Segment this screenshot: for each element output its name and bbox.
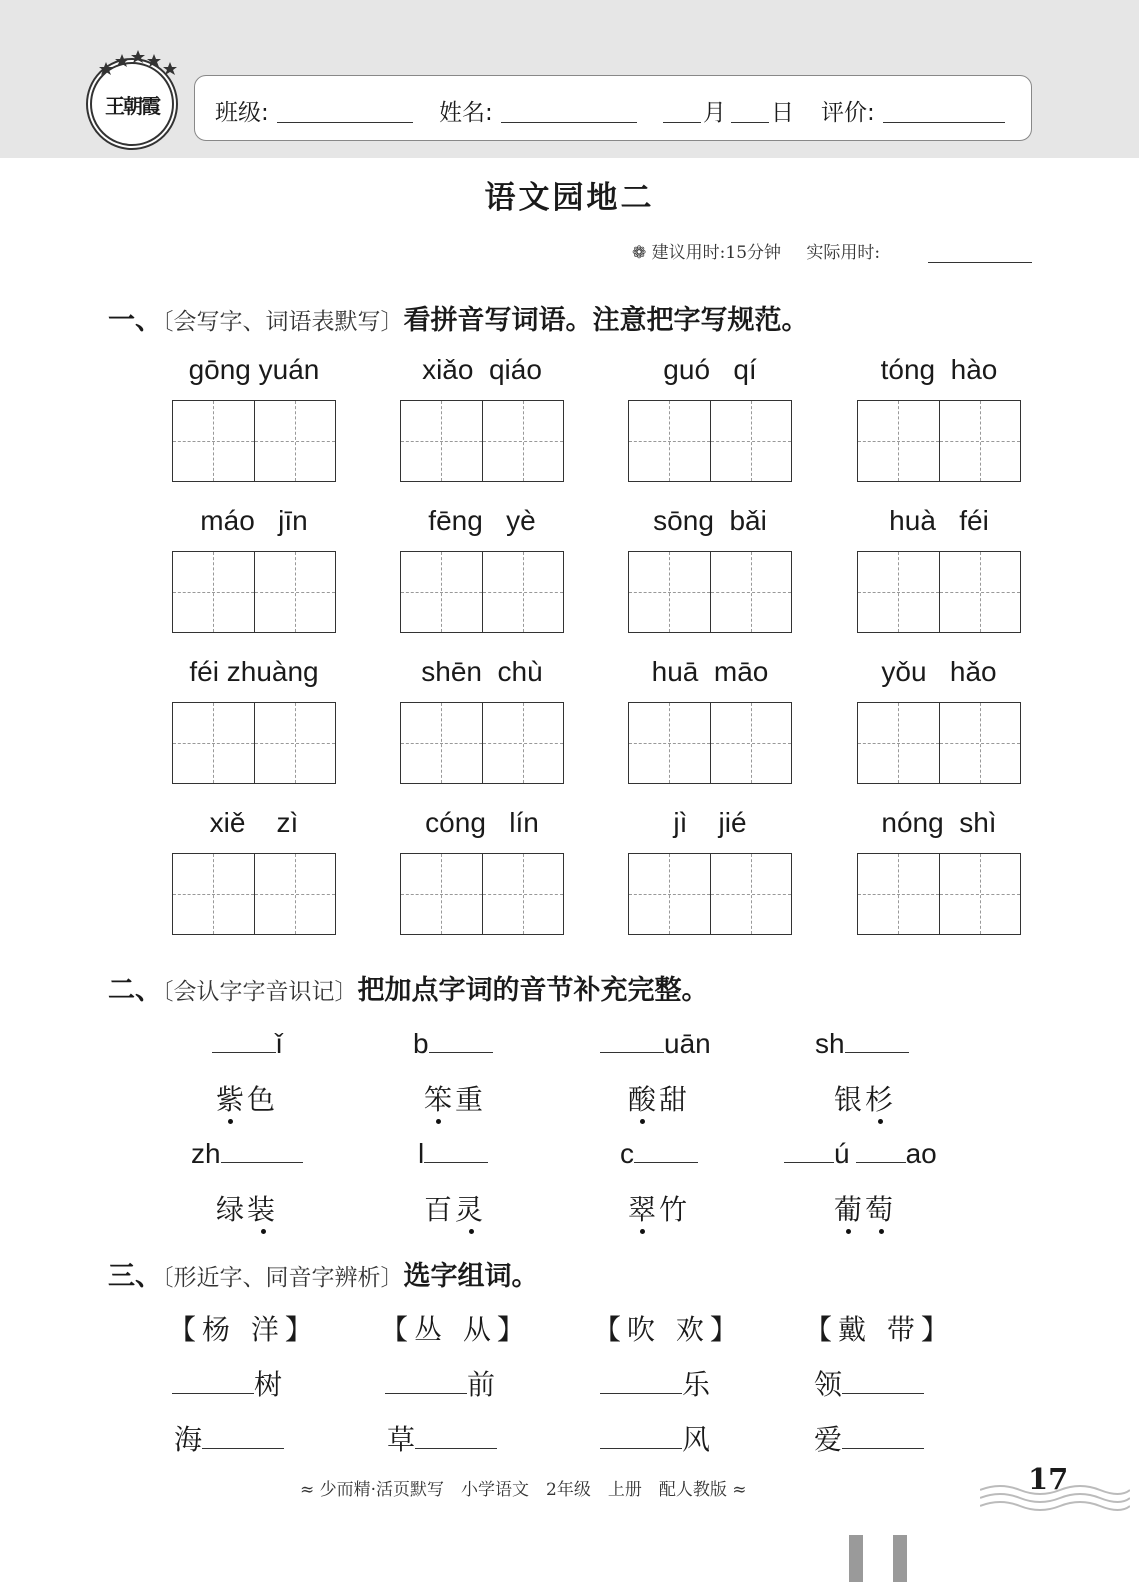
- writing-grid[interactable]: [400, 853, 564, 935]
- grid-cell[interactable]: [939, 703, 1021, 783]
- compound-blank-4b[interactable]: 爱: [814, 1418, 924, 1458]
- writing-grid[interactable]: [628, 551, 792, 633]
- writing-grid[interactable]: [857, 551, 1021, 633]
- grade-label: 评价:: [821, 100, 875, 126]
- writing-grid[interactable]: [172, 853, 336, 935]
- binding-tab: [849, 1535, 863, 1582]
- grid-cell[interactable]: [401, 703, 482, 783]
- grade-field[interactable]: [883, 122, 1005, 123]
- grid-cell[interactable]: [629, 703, 710, 783]
- section2-tag: 〔会认字字音识记〕: [162, 979, 358, 1005]
- compound-blank-3a[interactable]: 乐: [600, 1363, 710, 1403]
- pinyin-label: cóng lín: [425, 807, 539, 838]
- emphasis-dot: [640, 1229, 645, 1234]
- month-field[interactable]: [663, 122, 701, 123]
- pinyin-fill-7[interactable]: c: [620, 1136, 698, 1170]
- grid-cell[interactable]: [401, 401, 482, 481]
- pinyin-fill-6[interactable]: l: [418, 1136, 488, 1170]
- publisher-logo: [86, 58, 178, 150]
- grid-cell[interactable]: [482, 854, 564, 934]
- grid-cell[interactable]: [254, 552, 336, 632]
- pinyin-fill-8[interactable]: ú ao: [784, 1136, 937, 1170]
- pinyin-label: gōng yuán: [188, 354, 320, 385]
- grid-cell[interactable]: [858, 552, 939, 632]
- pinyin-fill-3[interactable]: uān: [600, 1026, 711, 1060]
- pinyin-label: xiě zì: [209, 807, 299, 838]
- char-options-4: 【戴 带】: [804, 1313, 955, 1346]
- section1-tag: 〔会写字、词语表默写〕: [162, 309, 404, 335]
- pinyin-label: guó qí: [663, 354, 757, 385]
- emphasis-dot: [228, 1119, 233, 1124]
- emphasis-dot: [640, 1119, 645, 1124]
- section3-instruction: 选字组词。: [403, 1261, 539, 1292]
- class-label: 班级:: [215, 100, 269, 126]
- pinyin-fill-2[interactable]: b: [413, 1026, 493, 1060]
- grid-cell[interactable]: [401, 552, 482, 632]
- compound-blank-2a[interactable]: 前: [385, 1363, 495, 1403]
- compound-blank-3b[interactable]: 风: [600, 1418, 710, 1458]
- grid-cell[interactable]: [173, 552, 254, 632]
- grid-cell[interactable]: [482, 401, 564, 481]
- pinyin-fill-1[interactable]: ǐ: [212, 1026, 282, 1060]
- writing-grid[interactable]: [400, 702, 564, 784]
- emphasis-dot: [878, 1119, 883, 1124]
- char-options-2: 【丛 从】: [380, 1313, 531, 1346]
- grid-cell[interactable]: [629, 552, 710, 632]
- pinyin-label: fēng yè: [428, 505, 536, 536]
- grid-cell[interactable]: [482, 552, 564, 632]
- pinyin-fill-4[interactable]: sh: [815, 1026, 909, 1060]
- dotted-word-8: 葡萄: [834, 1193, 897, 1226]
- timer-info: [632, 238, 880, 263]
- dotted-word-4: 银杉: [834, 1083, 897, 1116]
- section1-heading: 一、〔会写字、词语表默写〕看拼音写词语。注意把字写规范。: [108, 305, 809, 336]
- pinyin-fill-5[interactable]: zh: [191, 1136, 303, 1170]
- writing-grid[interactable]: [628, 400, 792, 482]
- grid-cell[interactable]: [858, 854, 939, 934]
- writing-grid[interactable]: [857, 702, 1021, 784]
- class-field[interactable]: [277, 122, 413, 123]
- writing-grid[interactable]: [172, 400, 336, 482]
- binding-tab: [893, 1535, 907, 1582]
- writing-grid[interactable]: [400, 551, 564, 633]
- name-field[interactable]: [501, 122, 637, 123]
- dotted-word-6: 百灵: [424, 1193, 487, 1226]
- day-field[interactable]: [731, 122, 769, 123]
- pinyin-label: huà féi: [889, 505, 989, 536]
- emphasis-dot: [469, 1229, 474, 1234]
- grid-cell[interactable]: [710, 552, 792, 632]
- dotted-word-3: 酸甜: [628, 1083, 691, 1116]
- month-label: 月: [703, 100, 726, 126]
- emphasis-dot: [846, 1229, 851, 1234]
- suggested-time: 建议用时:15分钟: [651, 243, 782, 263]
- compound-blank-4a[interactable]: 领: [814, 1363, 924, 1403]
- student-info-box: [194, 75, 1032, 141]
- grid-cell[interactable]: [629, 401, 710, 481]
- logo-text: 王朝霞: [105, 93, 159, 118]
- dotted-word-2: 笨重: [424, 1083, 487, 1116]
- grid-cell[interactable]: [173, 401, 254, 481]
- grid-cell[interactable]: [629, 854, 710, 934]
- grid-cell[interactable]: [401, 854, 482, 934]
- compound-blank-1a[interactable]: 树: [172, 1363, 282, 1403]
- star-icon: [86, 48, 190, 78]
- grid-cell[interactable]: [939, 854, 1021, 934]
- writing-grid[interactable]: [857, 400, 1021, 482]
- actual-time-field[interactable]: [928, 262, 1032, 263]
- writing-grid[interactable]: [628, 853, 792, 935]
- dotted-word-7: 翠竹: [628, 1193, 691, 1226]
- writing-grid[interactable]: [172, 551, 336, 633]
- writing-grid[interactable]: [628, 702, 792, 784]
- char-options-1: 【杨 洋】: [168, 1313, 319, 1346]
- pinyin-label: máo jīn: [200, 505, 308, 536]
- dotted-word-5: 绿装: [216, 1193, 279, 1226]
- pinyin-label: xiǎo qiáo: [422, 354, 542, 385]
- emphasis-dot: [879, 1229, 884, 1234]
- grid-cell[interactable]: [254, 703, 336, 783]
- section2-instruction: 把加点字词的音节补充完整。: [357, 975, 709, 1006]
- section1-instruction: 看拼音写词语。注意把字写规范。: [403, 305, 809, 336]
- grid-cell[interactable]: [710, 854, 792, 934]
- grid-cell[interactable]: [858, 401, 939, 481]
- pinyin-label: jì jié: [673, 807, 747, 838]
- grid-cell[interactable]: [710, 703, 792, 783]
- grid-cell[interactable]: [939, 401, 1021, 481]
- pinyin-label: huā māo: [651, 656, 769, 687]
- pinyin-label: sōng bǎi: [653, 505, 767, 536]
- pinyin-label: tóng hào: [880, 354, 998, 385]
- footer-text: ≈ 少而精·活页默写 小学语文 2年级 上册 配人教版 ≈: [300, 1480, 747, 1500]
- pinyin-label: nóng shì: [881, 807, 997, 838]
- flower-icon: ❁: [632, 243, 652, 263]
- section2-heading: 二、〔会认字字音识记〕把加点字词的音节补充完整。: [108, 975, 709, 1006]
- pinyin-label: yǒu hǎo: [881, 656, 997, 687]
- compound-blank-2b[interactable]: 草: [387, 1418, 497, 1458]
- writing-grid[interactable]: [857, 853, 1021, 935]
- char-options-3: 【吹 欢】: [593, 1313, 744, 1346]
- grid-cell[interactable]: [858, 703, 939, 783]
- writing-grid[interactable]: [400, 400, 564, 482]
- grid-cell[interactable]: [254, 854, 336, 934]
- page-number: 17: [1028, 1462, 1069, 1496]
- actual-time-label: 实际用时:: [806, 243, 881, 263]
- grid-cell[interactable]: [939, 552, 1021, 632]
- pinyin-label: shēn chù: [421, 656, 543, 687]
- name-label: 姓名:: [439, 100, 493, 126]
- grid-cell[interactable]: [173, 854, 254, 934]
- grid-cell[interactable]: [173, 703, 254, 783]
- grid-cell[interactable]: [254, 401, 336, 481]
- emphasis-dot: [436, 1119, 441, 1124]
- writing-grid[interactable]: [172, 702, 336, 784]
- emphasis-dot: [261, 1229, 266, 1234]
- day-label: 日: [771, 100, 794, 126]
- page-title: 语文园地二: [484, 180, 655, 216]
- grid-cell[interactable]: [482, 703, 564, 783]
- dotted-word-1: 紫色: [216, 1083, 279, 1116]
- pinyin-label: féi zhuàng: [189, 656, 319, 687]
- compound-blank-1b[interactable]: 海: [174, 1418, 284, 1458]
- section3-tag: 〔形近字、同音字辨析〕: [162, 1265, 404, 1291]
- section3-heading: 三、〔形近字、同音字辨析〕选字组词。: [108, 1261, 539, 1292]
- grid-cell[interactable]: [710, 401, 792, 481]
